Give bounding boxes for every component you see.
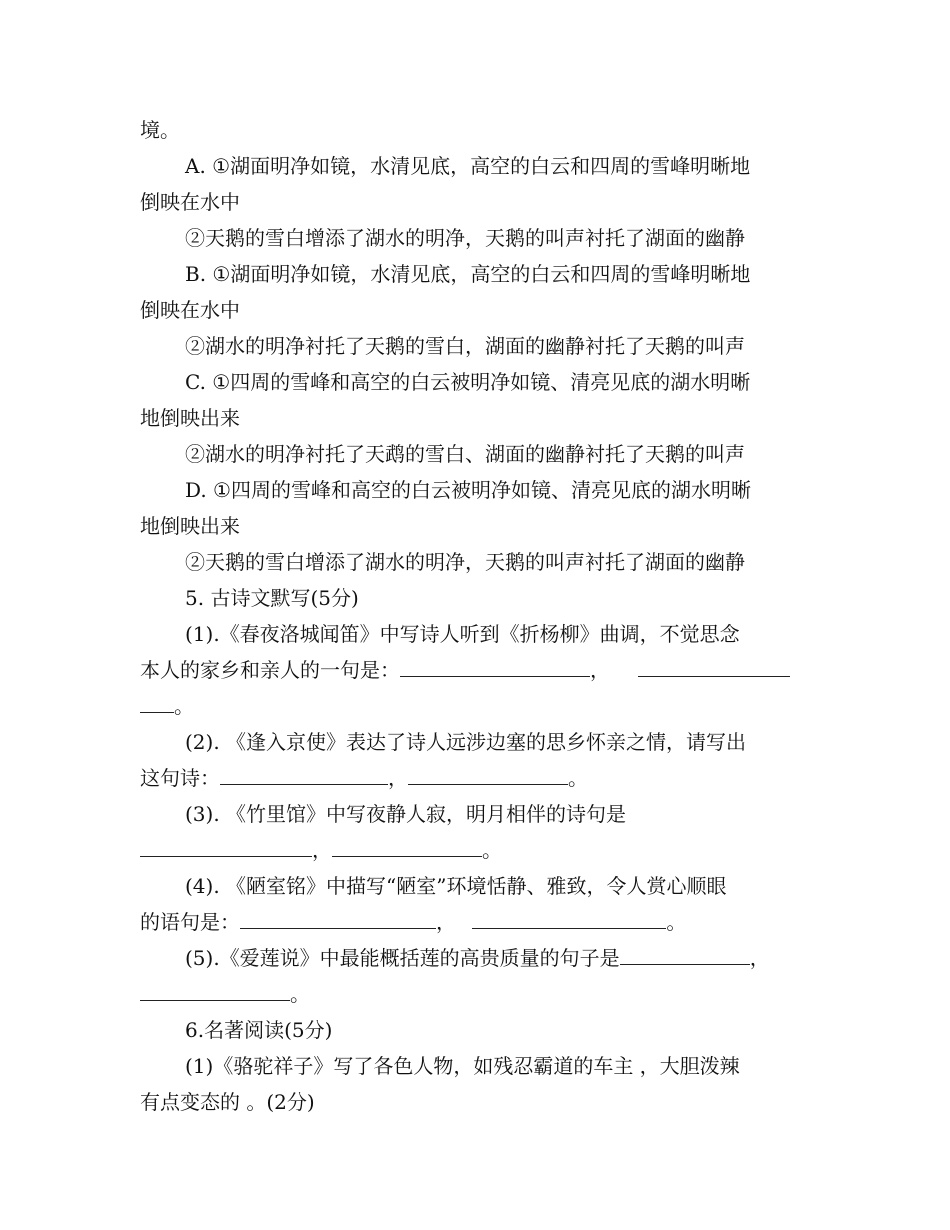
answer-blank[interactable] — [472, 910, 666, 929]
question-2-line-2: 这句诗： ， 。 — [140, 766, 588, 790]
reading-question-line-2: 有点变态的 。(2分) — [140, 1090, 315, 1114]
text-line: 境。 — [140, 118, 180, 142]
question-5-line-2: 。 — [140, 982, 820, 1006]
answer-blank[interactable] — [140, 982, 290, 1001]
section-heading-6: 6.名著阅读(5分) — [185, 1018, 333, 1042]
option-a-line-1: A. ①湖面明净如镜，水清见底，高空的白云和四周的雪峰明晰地 — [185, 154, 751, 178]
answer-blank[interactable] — [620, 946, 750, 965]
answer-blank[interactable] — [332, 838, 482, 857]
option-d-line-2: 地倒映出来 — [140, 514, 240, 538]
option-a-line-2: 倒映在水中 — [140, 190, 240, 214]
option-b-line-1: B. ①湖面明净如镜，水清见底，高空的白云和四周的雪峰明晰地 — [185, 262, 751, 286]
answer-blank[interactable] — [408, 766, 568, 785]
option-b-line-2: 倒映在水中 — [140, 298, 240, 322]
answer-blank[interactable] — [400, 658, 590, 677]
answer-blank[interactable] — [220, 766, 388, 785]
option-d-line-3: ②天鹅的雪白增添了湖水的明净，天鹅的叫声衬托了湖面的幽静 — [185, 550, 745, 574]
option-c-line-3: ②湖水的明净衬托了天鹉的雪白、湖面的幽静衬托了天鹅的叫声 — [185, 442, 745, 466]
question-1-line-3: 。 — [140, 694, 820, 718]
section-heading-5: 5. 古诗文默写(5分) — [185, 586, 359, 610]
answer-blank[interactable] — [638, 658, 790, 677]
answer-blank[interactable] — [140, 694, 174, 713]
answer-blank[interactable] — [140, 838, 312, 857]
question-1-line-1: (1).《春夜洛城闻笛》中写诗人听到《折杨柳》曲调，不觉思念 — [185, 622, 740, 646]
question-1-line-2: 本人的家乡和亲人的一句是： ， — [140, 658, 820, 682]
question-4-line-2: 的语句是： ， 。 — [140, 910, 687, 934]
option-c-line-2: 地倒映出来 — [140, 406, 240, 430]
question-4-line-1: (4). 《陋室铭》中描写“陋室”环境恬静、雅致，令人赏心顺眼 — [185, 874, 727, 898]
reading-question-line-1: (1)《骆驼祥子》写了各色人物，如残忍霸道的车主 ，大胆泼辣 — [185, 1054, 740, 1078]
option-c-line-1: C. ①四周的雪峰和高空的白云被明净如镜、清亮见底的湖水明晰 — [185, 370, 751, 394]
question-3-line-2: ， 。 — [140, 838, 820, 862]
option-d-line-1: D. ①四周的雪峰和高空的白云被明净如镜、清亮见底的湖水明晰 — [185, 478, 751, 502]
question-3-line-1: (3). 《竹里馆》中写夜静人寂，明月相伴的诗句是 — [185, 802, 627, 826]
answer-blank[interactable] — [240, 910, 436, 929]
option-b-line-3: ②湖水的明净衬托了天鹅的雪白，湖面的幽静衬托了天鹅的叫声 — [185, 334, 745, 358]
question-2-line-1: (2). 《逢入京使》表达了诗人远涉边塞的思乡怀亲之情，请写出 — [185, 730, 747, 754]
question-5-line-1: (5).《爱莲说》中最能概括莲的高贵质量的句子是 ， — [185, 946, 770, 970]
option-a-line-3: ②天鹅的雪白增添了湖水的明净，天鹅的叫声衬托了湖面的幽静 — [185, 226, 745, 250]
